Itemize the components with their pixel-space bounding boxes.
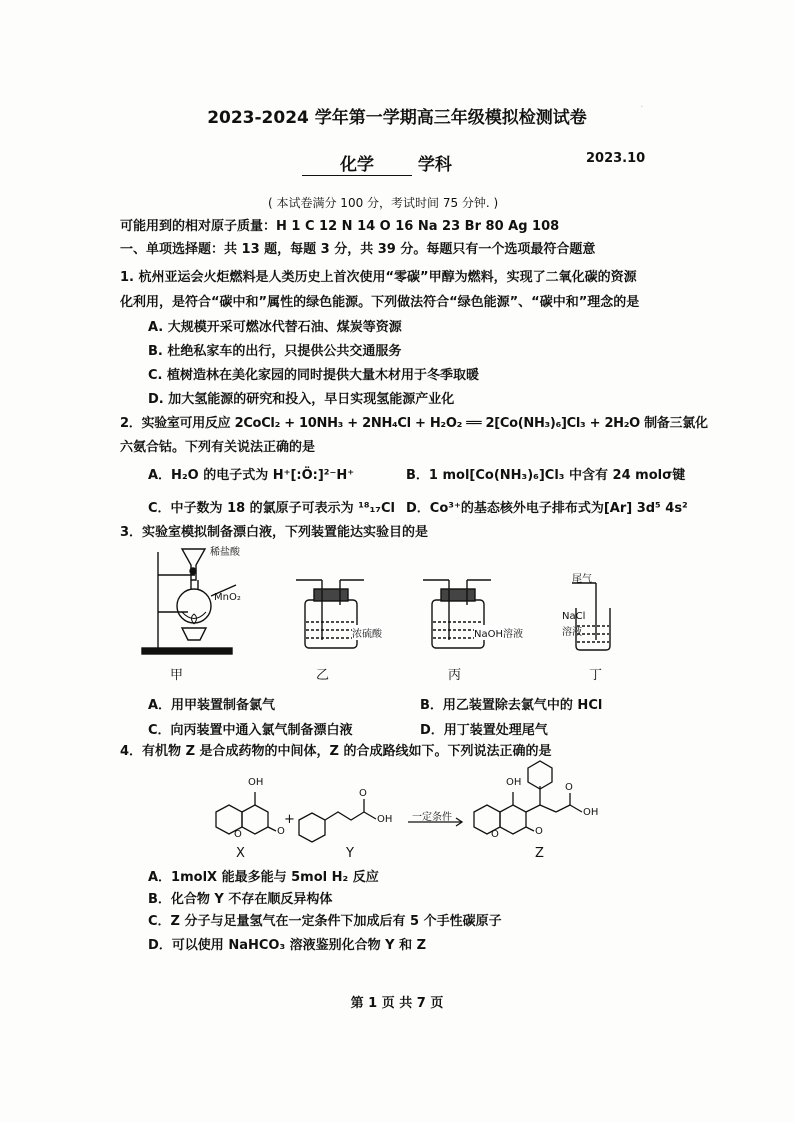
bleed-through-text: · — [640, 100, 644, 113]
exam-title: 2023-2024 学年第一学期高三年级模拟检测试卷 — [207, 108, 587, 128]
label-solution: 溶液 — [562, 627, 582, 638]
x-oh: OH — [248, 777, 264, 788]
reaction-condition: 一定条件 — [412, 812, 452, 823]
q2-stem-line2: 六氨合钴。下列有关说法正确的是 — [120, 440, 316, 455]
y-oh: OH — [377, 814, 393, 825]
q4-stem: 4．有机物 Z 是合成药物的中间体，Z 的合成路线如下。下列说法正确的是 — [120, 744, 552, 759]
q3-option-d: D．用丁装置处理尾气 — [420, 723, 548, 738]
q2-option-c: C．中子数为 18 的氯原子可表示为 ¹⁸₁₇Cl — [148, 501, 395, 516]
z-ring-o: O — [491, 829, 499, 840]
q1-option-a: A. 大规模开采可燃冰代替石油、煤炭等资源 — [148, 320, 402, 335]
label-bing: 丙 — [448, 668, 462, 683]
label-x: X — [236, 846, 245, 861]
page-number: 第 1 页 共 7 页 — [350, 996, 444, 1011]
z-carbonyl-o: O — [535, 826, 543, 837]
q1-option-d: D. 加大氢能源的研究和投入，早日实现氢能源产业化 — [148, 392, 455, 407]
label-tail-gas: 尾气 — [572, 574, 592, 585]
q4-option-a: A．1molX 能最多能与 5mol H₂ 反应 — [148, 870, 379, 885]
q1-option-c: C. 植树造林在美化家园的同时提供大量木材用于冬季取暖 — [148, 368, 480, 383]
q3-option-c: C．向丙装置中通入氯气制备漂白液 — [148, 723, 353, 738]
q1-stem-line2: 化利用，是符合“碳中和”属性的绿色能源。下列做法符合“绿色能源”、“碳中和”理念的是 — [120, 295, 640, 310]
q1-option-b: B. 杜绝私家车的出行，只提供公共交通服务 — [148, 344, 402, 359]
exam-date: 2023.10 — [586, 151, 646, 166]
q2-option-d: D．Co³⁺的基态核外电子排布式为[Ar] 3d⁵ 4s² — [406, 501, 688, 516]
subject-name: 化学 — [302, 150, 412, 176]
label-nacl: NaCl — [562, 611, 586, 622]
atomic-masses: 可能用到的相对原子质量：H 1 C 12 N 14 O 16 Na 23 Br 80 Ag 108 — [120, 219, 560, 234]
q2-stem-line1: 2．实验室可用反应 2CoCl₂ + 10NH₃ + 2NH₄Cl + H₂O₂ ══ 2[Co(NH₃)₆]Cl₃ + 2H₂O 制备三氯化 — [120, 416, 708, 431]
q2-option-b: B．1 mol[Co(NH₃)₆]Cl₃ 中含有 24 molσ键 — [406, 468, 686, 483]
label-naoh: NaOH溶液 — [474, 625, 523, 640]
z-acid-oh: OH — [583, 807, 599, 818]
q4-option-c: C．Z 分子与足量氢气在一定条件下加成后有 5 个手性碳原子 — [148, 914, 502, 929]
label-jia: 甲 — [170, 668, 184, 683]
q3-option-b: B．用乙装置除去氯气中的 HCl — [420, 698, 603, 713]
q4-option-b: B．化合物 Y 不存在顺反异构体 — [148, 892, 333, 907]
z-oh: OH — [506, 777, 522, 788]
q2-option-a: A．H₂O 的电子式为 H⁺[:Ö:]²⁻H⁺ — [148, 468, 355, 483]
y-carbonyl-o: O — [359, 788, 367, 799]
z-acid-o: O — [565, 782, 573, 793]
x-ring-o: O — [234, 829, 242, 840]
section-heading: 一、单项选择题：共 13 题，每题 3 分，共 39 分。每题只有一个选项最符合题意 — [120, 242, 596, 257]
x-carbonyl-o: O — [277, 826, 285, 837]
label-dilute-hcl: 稀盐酸 — [210, 547, 240, 558]
q4-option-d: D．可以使用 NaHCO₃ 溶液鉴别化合物 Y 和 Z — [148, 938, 427, 953]
q3-stem: 3．实验室模拟制备漂白液，下列装置能达实验目的是 — [120, 525, 429, 540]
label-conc-h2so4: 浓硫酸 — [352, 625, 382, 640]
subject-suffix: 学科 — [417, 155, 452, 175]
label-yi: 乙 — [316, 668, 330, 683]
plus-sign: + — [284, 812, 295, 827]
exam-info: ( 本试卷满分 100 分，考试时间 75 分钟. ) — [268, 196, 499, 210]
label-mno2: MnO₂ — [214, 592, 241, 603]
label-z: Z — [535, 846, 544, 861]
label-y: Y — [346, 846, 354, 861]
q1-stem-line1: 1. 杭州亚运会火炬燃料是人类历史上首次使用“零碳”甲醇为燃料，实现了二氧化碳的资源 — [120, 270, 637, 285]
label-ding: 丁 — [589, 668, 603, 683]
q3-option-a: A．用甲装置制备氯气 — [148, 698, 276, 713]
